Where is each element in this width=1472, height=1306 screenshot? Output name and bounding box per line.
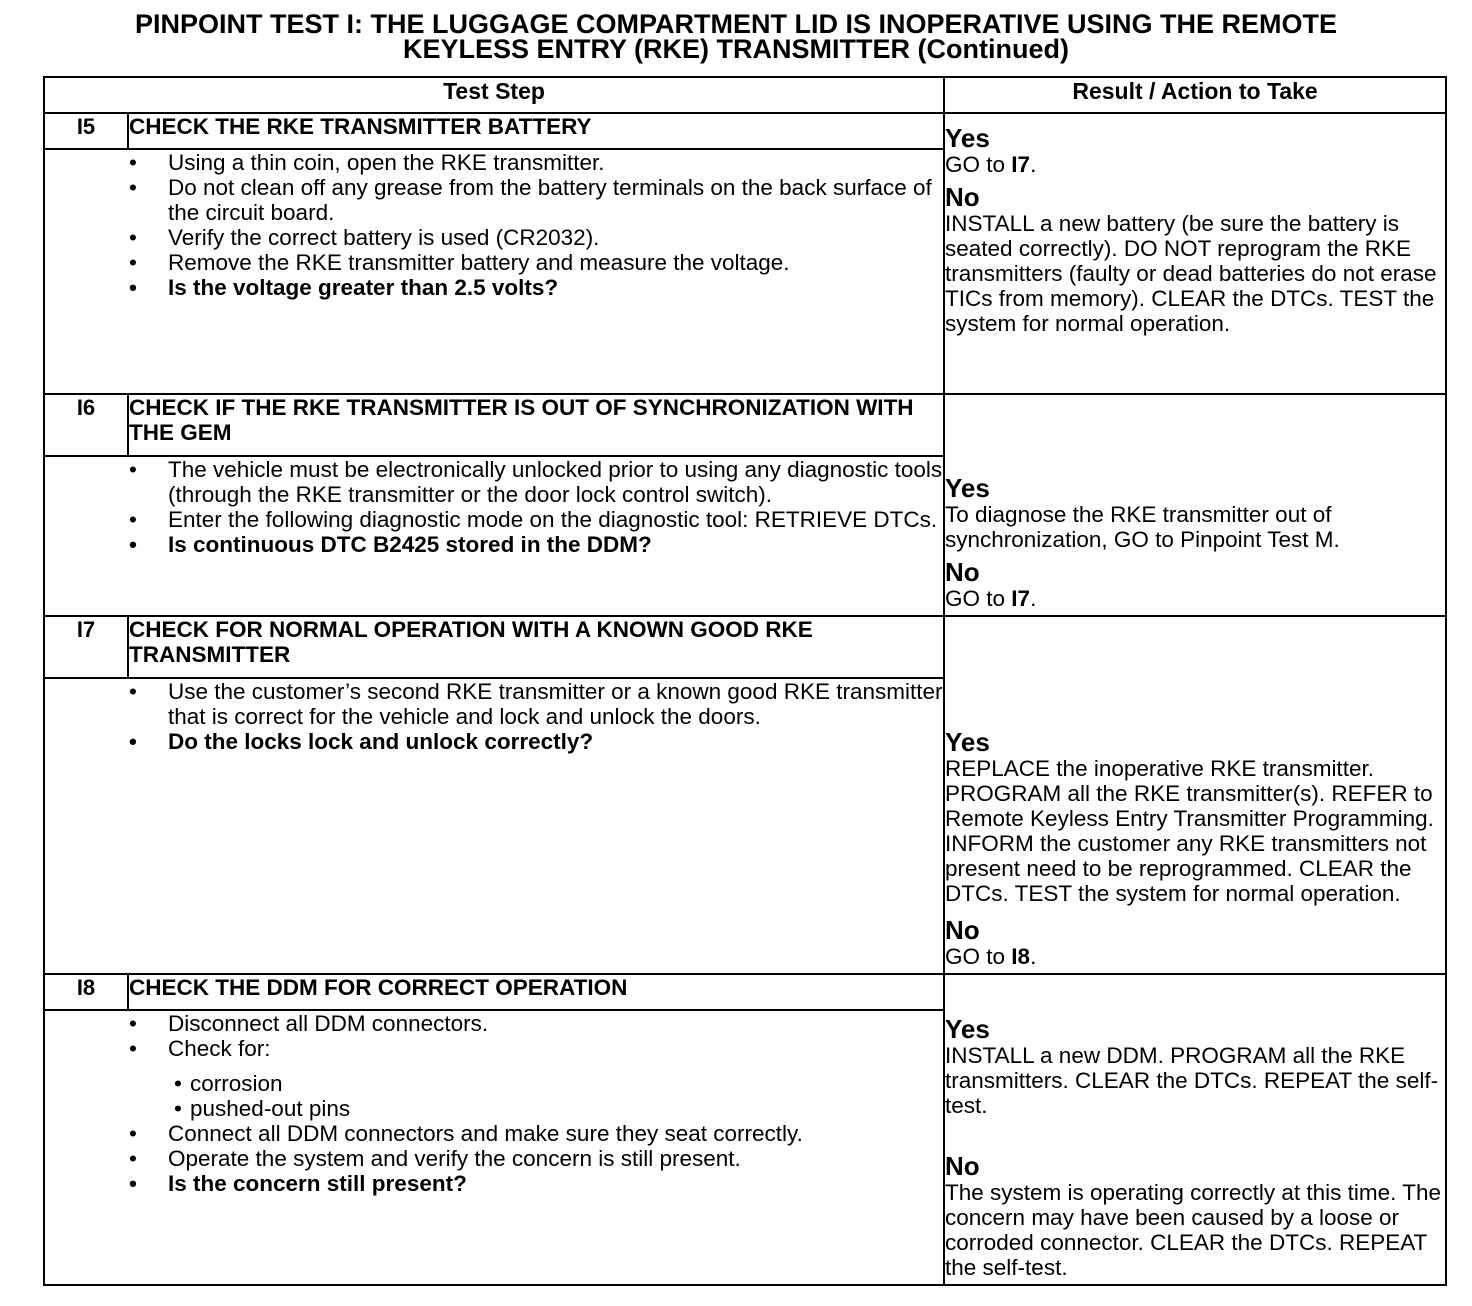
header-result: Result / Action to Take [944,77,1446,113]
page-title [0,9,1472,64]
list-item: • Enter the following diagnostic mode on the diagnostic tool: RETRIEVE DTCs. [45,507,943,532]
step-ref: I8 [1011,944,1031,969]
bullet-list [45,1121,943,1196]
list-item: • Do not clean off any grease from the battery terminals on the back surface of the circuit board. [45,175,943,225]
step-body [44,678,944,974]
title-line-2: KEYLESS ENTRY (RKE) TRANSMITTER (Continued) [403,34,1069,64]
step-result [944,113,1446,394]
yes-label: Yes [945,123,990,153]
list-item: • Check for: [45,1036,943,1061]
step-ref: I7 [1011,152,1031,177]
step-heading: CHECK THE DDM FOR CORRECT OPERATION [128,974,944,1010]
yes-label: Yes [945,473,990,503]
step-question: • Do the locks lock and unlock correctly? [45,729,943,754]
no-action: GO to I7. [945,586,1037,611]
title-line-1: PINPOINT TEST I: THE LUGGAGE COMPARTMENT LID IS INOPERATIVE USING THE REMOTE [134,9,1338,39]
list-item: • Connect all DDM connectors and make sure they seat correctly. [45,1121,943,1146]
step-question: • Is the concern still present? [45,1171,943,1196]
list-item: • pushed-out pins [45,1096,943,1121]
no-label: No [945,557,980,587]
step-heading: CHECK THE RKE TRANSMITTER BATTERY [128,113,944,149]
step-heading: CHECK IF THE RKE TRANSMITTER IS OUT OF SYNCHRONIZATION WITH THE GEM [128,394,944,456]
sub-bullet-list [45,1071,943,1121]
bullet-list [45,679,943,754]
list-item: • Operate the system and verify the concern is still present. [45,1146,943,1171]
no-label: No [945,915,980,945]
list-item: • Remove the RKE transmitter battery and measure the voltage. [45,250,943,275]
no-label: No [945,1151,980,1181]
no-action: GO to I8. [945,944,1037,969]
no-action: INSTALL a new battery (be sure the battery is seated correctly). DO NOT reprogram the RKE transmitters (faulty or dead batteries do not erase TICs from memory). CLEAR the DTCs. TEST the system for normal operation. [945,211,1437,336]
step-result [944,394,1446,616]
bullet-list [45,1011,943,1061]
no-action: The system is operating correctly at this time. The concern may have been caused by a loose or corroded connector. CLEAR the DTCs. REPEAT the self-test. [945,1180,1442,1280]
step-body [44,1010,944,1285]
yes-action: INSTALL a new DDM. PROGRAM all the RKE transmitters. CLEAR the DTCs. REPEAT the self-test. [945,1043,1439,1118]
step-result [944,616,1446,974]
pinpoint-test-table [43,76,1447,1286]
step-result [944,974,1446,1285]
bullet-list [45,150,943,300]
step-number: I8 [44,974,128,1010]
step-body [44,456,944,616]
step-number: I6 [44,394,128,456]
step-ref: I7 [1011,586,1031,611]
header-test-step: Test Step [44,77,944,113]
list-item: • Using a thin coin, open the RKE transmitter. [45,150,943,175]
yes-action: To diagnose the RKE transmitter out of synchronization, GO to Pinpoint Test M. [945,502,1340,552]
list-item: • corrosion [45,1071,943,1096]
yes-action: GO to I7. [945,152,1037,177]
list-item: • Use the customer’s second RKE transmitter or a known good RKE transmitter that is correct for the vehicle and lock and unlock the doors. [45,679,943,729]
yes-label: Yes [945,1014,990,1044]
step-question: • Is continuous DTC B2425 stored in the DDM? [45,532,943,557]
step-heading: CHECK FOR NORMAL OPERATION WITH A KNOWN GOOD RKE TRANSMITTER [128,616,944,678]
step-question: • Is the voltage greater than 2.5 volts? [45,275,943,300]
step-number: I5 [44,113,128,149]
list-item: • The vehicle must be electronically unlocked prior to using any diagnostic tools (through the RKE transmitter or the door lock control switch). [45,457,943,507]
list-item: • Verify the correct battery is used (CR2032). [45,225,943,250]
step-body [44,149,944,394]
no-label: No [945,182,980,212]
bullet-list [45,457,943,557]
step-number: I7 [44,616,128,678]
yes-label: Yes [945,727,990,757]
list-item: • Disconnect all DDM connectors. [45,1011,943,1036]
yes-action: REPLACE the inoperative RKE transmitter. PROGRAM all the RKE transmitter(s). REFER to Remote Keyless Entry Transmitter Programming. INFORM the customer any RKE transmitters not present need to be reprogrammed. CLEAR the DTCs. TEST the system for normal operation. [945,756,1434,906]
